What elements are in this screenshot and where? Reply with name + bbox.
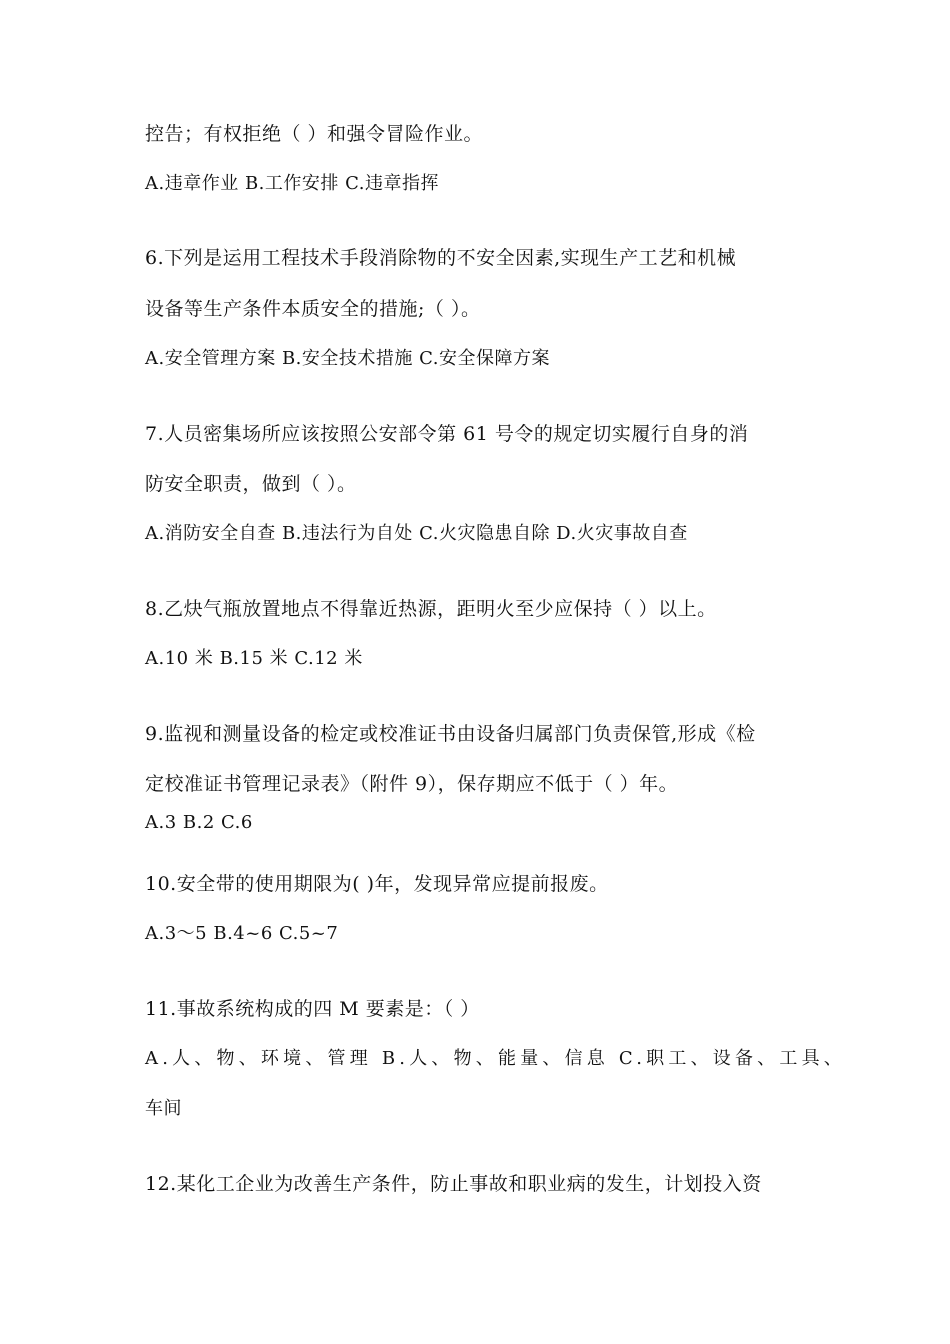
question-7-line-1: 7.人员密集场所应该按照公安部令第 61 号令的规定切实履行自身的消: [145, 423, 749, 445]
question-9-line-2: 定校准证书管理记录表》（附件 9），保存期应不低于（ ）年。: [145, 773, 679, 795]
answer-options: A.3～5 B.4~6 C.5~7: [145, 923, 339, 944]
answer-options: A.违章作业 B.工作安排 C.违章指挥: [145, 173, 439, 194]
text-line: 控告；有权拒绝（ ）和强令冒险作业。: [145, 123, 484, 145]
answer-options: A.人、物、环境、管理 B.人、物、能量、信息 C.职工、设备、工具、: [145, 1048, 846, 1069]
answer-options: A.3 B.2 C.6: [145, 812, 253, 833]
question-7-line-2: 防安全职责，做到（ ）。: [145, 473, 357, 495]
question-6-line-1: 6.下列是运用工程技术手段消除物的不安全因素,实现生产工艺和机械: [145, 247, 737, 269]
answer-options: A.消防安全自查 B.违法行为自处 C.火灾隐患自除 D.火灾事故自查: [145, 523, 688, 544]
question-9-line-1: 9.监视和测量设备的检定或校准证书由设备归属部门负责保管,形成《检: [145, 723, 756, 745]
question-10: 10.安全带的使用期限为( )年，发现异常应提前报废。: [145, 873, 609, 895]
answer-options: A.安全管理方案 B.安全技术措施 C.安全保障方案: [145, 348, 550, 369]
question-11: 11.事故系统构成的四 M 要素是：（ ）: [145, 998, 480, 1020]
answer-options: A.10 米 B.15 米 C.12 米: [145, 648, 363, 669]
answer-options-continued: 车间: [145, 1098, 182, 1119]
question-8: 8.乙炔气瓶放置地点不得靠近热源，距明火至少应保持（ ）以上。: [145, 598, 717, 620]
question-6-line-2: 设备等生产条件本质安全的措施;（ ）。: [145, 298, 481, 320]
question-12: 12.某化工企业为改善生产条件，防止事故和职业病的发生，计划投入资: [145, 1173, 762, 1195]
